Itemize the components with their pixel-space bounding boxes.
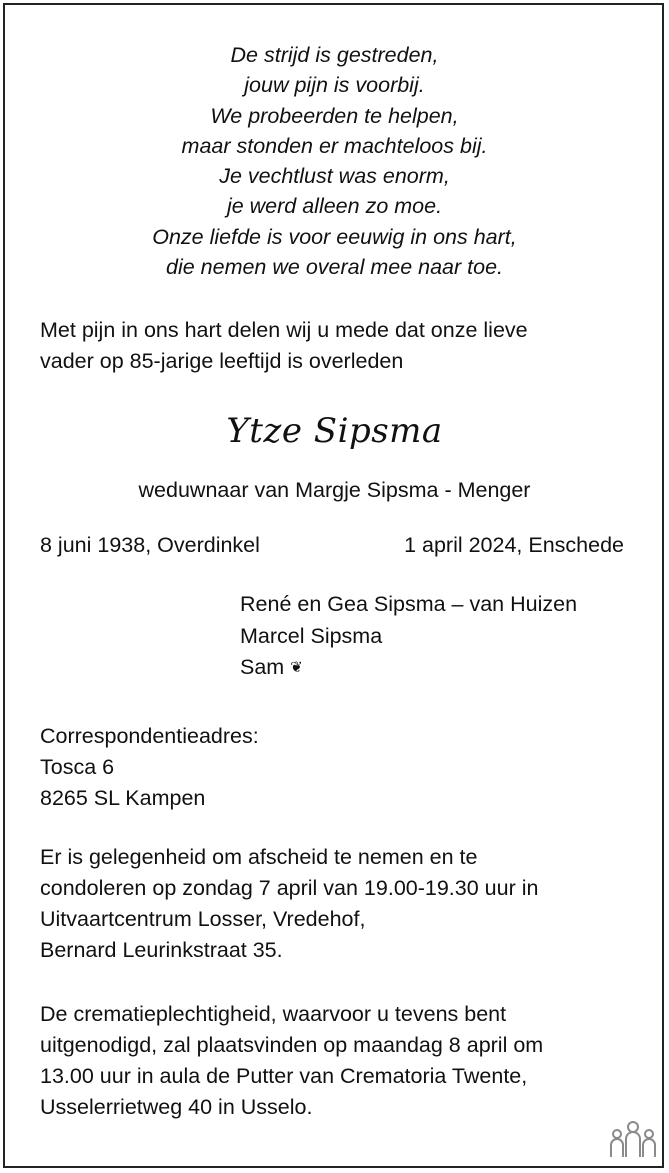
announcement-line: Met pijn in ons hart delen wij u mede dat onze lieve — [40, 318, 528, 342]
poem-line: maar stonden er machteloos bij. — [181, 133, 488, 158]
widower-of: weduwnaar van Margje Sipsma - Menger — [138, 478, 531, 502]
condolence-info — [40, 842, 640, 966]
family-member: René en Gea Sipsma – van Huizen — [240, 592, 578, 616]
family-member: Marcel Sipsma — [240, 623, 383, 648]
cremation-info — [40, 999, 640, 1123]
address-line: 8265 SL Kampen — [40, 786, 206, 810]
address-line: Tosca 6 — [40, 755, 115, 779]
announcement — [40, 315, 640, 377]
condolence-line: condoleren op zondag 7 april van 19.00-19.30 uur in — [40, 876, 539, 900]
poem-line: jouw pijn is voorbij. — [244, 73, 425, 98]
death-date: 1 april 2024, Enschede — [404, 533, 624, 557]
address-line: Correspondentieadres: — [40, 724, 259, 748]
family-list — [240, 589, 577, 686]
paw-icon: ❦ — [290, 659, 303, 676]
cremation-line: Usselerrietweg 40 in Usselo. — [40, 1095, 313, 1119]
cremation-line: 13.00 uur in aula de Putter van Crematoria Twente, — [40, 1064, 528, 1088]
poem-line: We probeerden te helpen, — [210, 103, 459, 128]
cremation-line: uitgenodigd, zal plaatsvinden op maandag 8 april om — [40, 1033, 544, 1057]
poem-line: Onze liefde is voor eeuwig in ons hart, — [152, 224, 517, 249]
poem-line: je werd alleen zo moe. — [226, 194, 443, 219]
people-logo-icon — [608, 1119, 658, 1159]
announcement-line: vader op 85-jarige leeftijd is overleden — [40, 349, 404, 373]
cremation-line: De crematieplechtigheid, waarvoor u tevens bent — [40, 1002, 507, 1026]
condolence-line: Bernard Leurinkstraat 35. — [40, 938, 283, 962]
correspondence-address — [40, 721, 640, 814]
poem-line: De strijd is gestreden, — [230, 43, 439, 67]
poem — [0, 40, 669, 282]
pet-name: Sam — [240, 655, 285, 679]
condolence-line: Er is gelegenheid om afscheid te nemen en te — [40, 845, 478, 869]
birth-date: 8 juni 1938, Overdinkel — [40, 533, 260, 557]
family-member-pet — [240, 652, 577, 686]
condolence-line: Uitvaartcentrum Losser, Vredehof, — [40, 907, 366, 931]
poem-line: Je vechtlust was enorm, — [219, 164, 450, 189]
deceased-name: Ytze Sipsma — [226, 411, 443, 451]
poem-line: die nemen we overal mee naar toe. — [165, 255, 504, 280]
